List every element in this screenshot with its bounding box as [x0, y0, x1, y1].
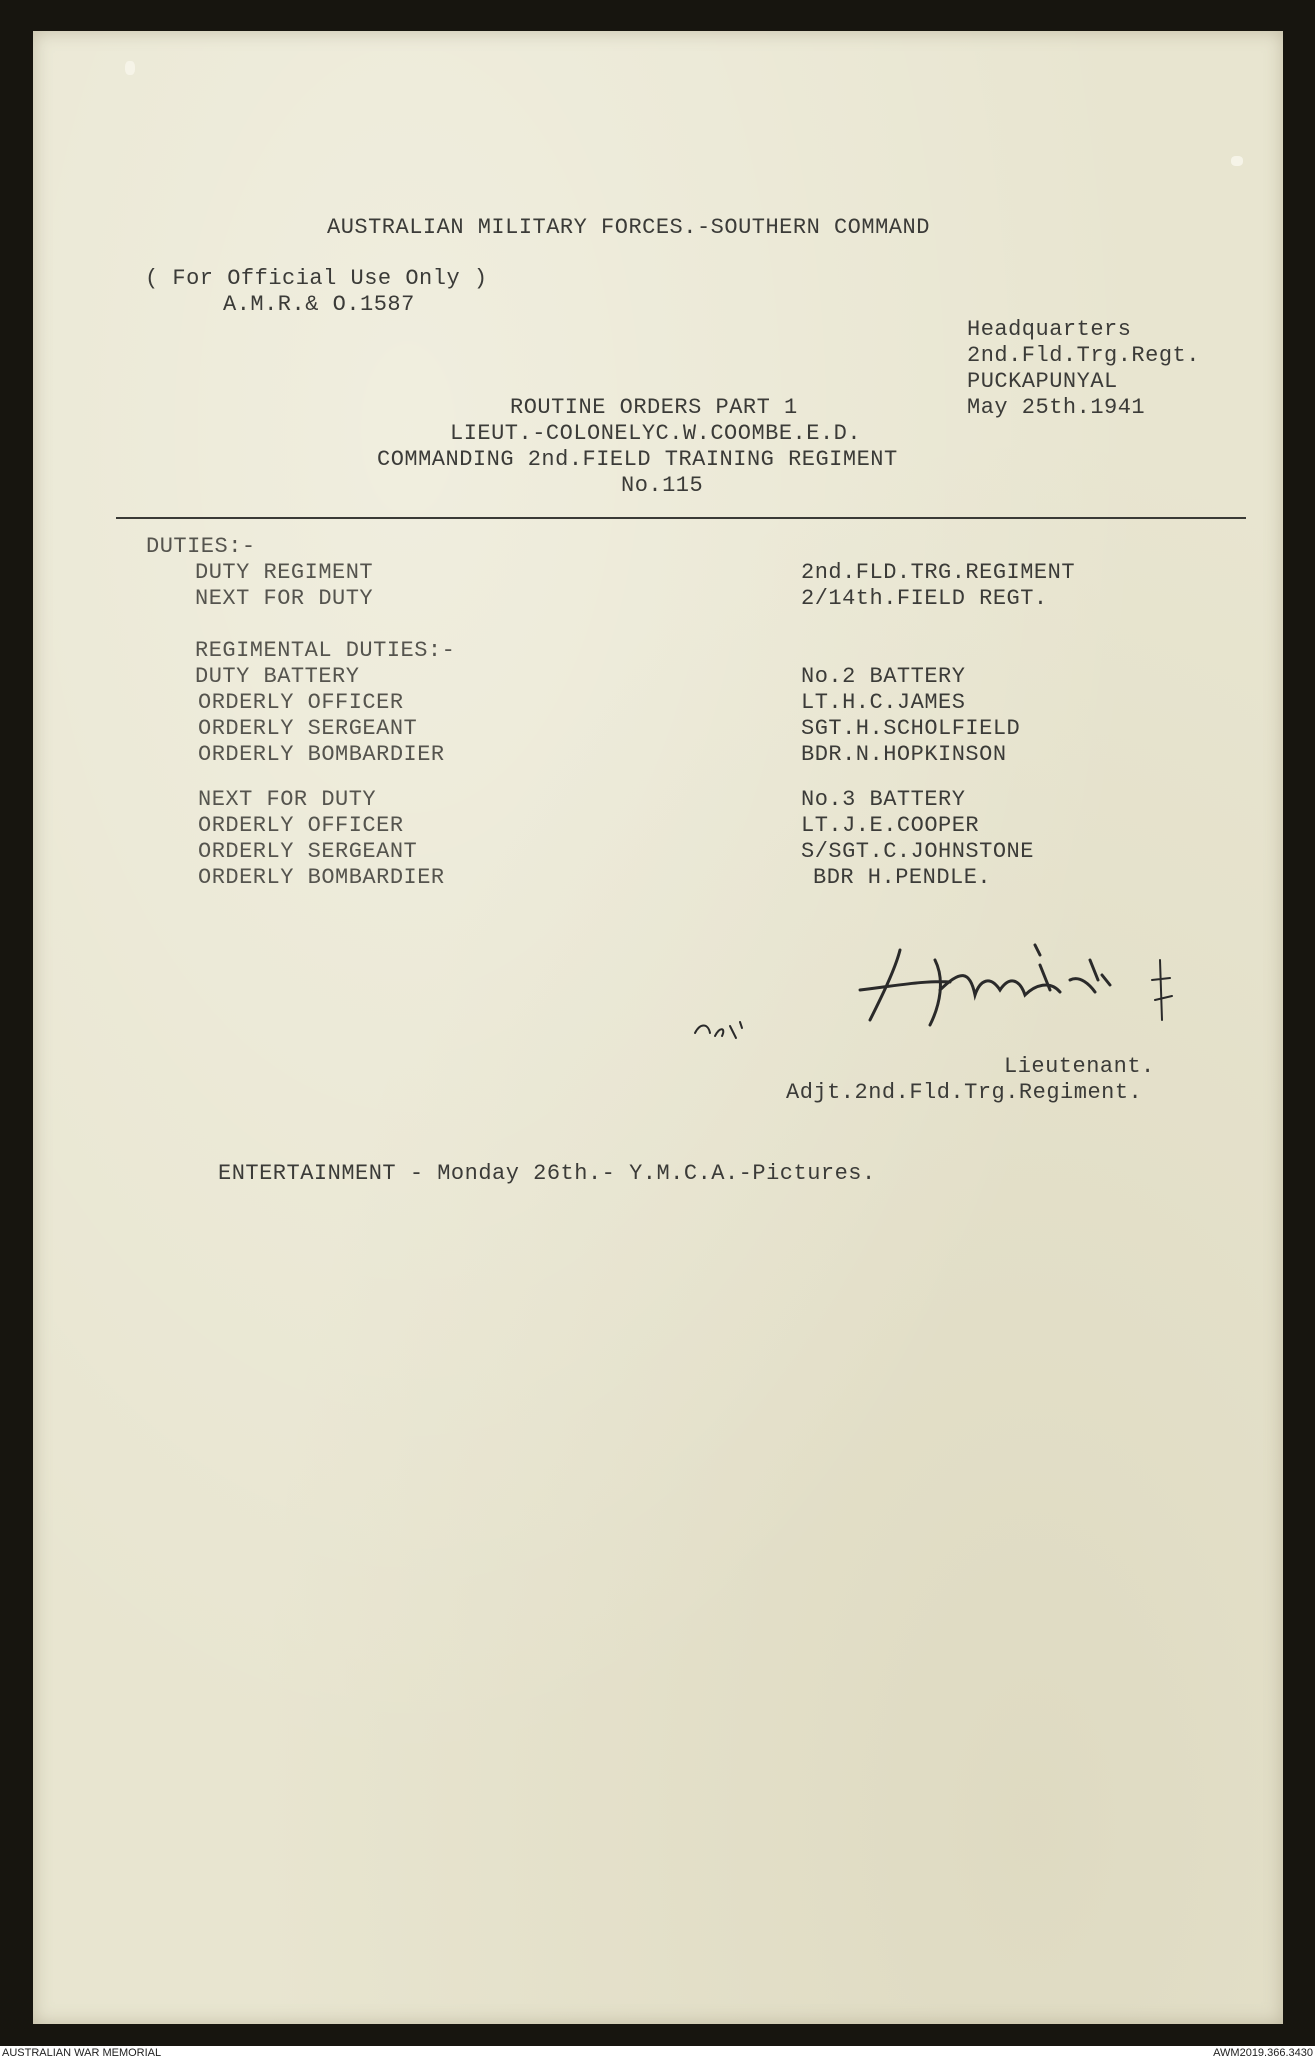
- duty-role: ORDERLY BOMBARDIER: [198, 865, 445, 890]
- header-divider: [116, 517, 1246, 519]
- duty-role: DUTY BATTERY: [195, 664, 360, 689]
- reference-number: A.M.R.& O.1587: [223, 292, 415, 317]
- duty-role: NEXT FOR DUTY: [195, 586, 374, 611]
- signatory-rank: Lieutenant.: [1004, 1054, 1155, 1079]
- duty-assignee: 2nd.FLD.TRG.REGIMENT: [801, 560, 1076, 585]
- archive-footer: [0, 2046, 1315, 2061]
- handwritten-signature: [840, 930, 1200, 1040]
- signatory-title: Adjt.2nd.Fld.Trg.Regiment.: [786, 1080, 1143, 1105]
- handwritten-initials: [690, 1008, 770, 1048]
- duty-role: ORDERLY OFFICER: [198, 813, 404, 838]
- duties-heading: DUTIES:-: [146, 534, 256, 559]
- duty-role: NEXT FOR DUTY: [198, 787, 377, 812]
- duty-assignee: LT.H.C.JAMES: [801, 690, 966, 715]
- duty-role: ORDERLY OFFICER: [198, 690, 404, 715]
- punch-hole-top-left: [125, 61, 135, 75]
- order-commander: LIEUT.-COLONELYC.W.COOMBE.E.D.: [450, 421, 862, 446]
- duty-role: ORDERLY BOMBARDIER: [198, 742, 445, 767]
- duty-assignee: No.3 BATTERY: [801, 787, 966, 812]
- duty-assignee: BDR.N.HOPKINSON: [801, 742, 1007, 767]
- duty-role: ORDERLY SERGEANT: [198, 839, 418, 864]
- hq-line-2: 2nd.Fld.Trg.Regt.: [967, 343, 1200, 368]
- duty-assignee: No.2 BATTERY: [801, 664, 966, 689]
- document-title: AUSTRALIAN MILITARY FORCES.-SOUTHERN COMMAND: [327, 215, 930, 240]
- hq-date: May 25th.1941: [967, 395, 1146, 420]
- order-title: ROUTINE ORDERS PART 1: [510, 395, 798, 420]
- entertainment-notice: ENTERTAINMENT - Monday 26th.- Y.M.C.A.-Pictures.: [218, 1161, 876, 1186]
- duty-assignee: 2/14th.FIELD REGT.: [801, 586, 1048, 611]
- duty-assignee: BDR H.PENDLE.: [813, 865, 992, 890]
- footer-accession-number: AWM2019.366.3430: [1213, 2047, 1313, 2059]
- order-number: No.115: [621, 473, 704, 498]
- duty-role: DUTY REGIMENT: [195, 560, 374, 585]
- duty-assignee: SGT.H.SCHOLFIELD: [801, 716, 1021, 741]
- order-unit: COMMANDING 2nd.FIELD TRAINING REGIMENT: [377, 447, 898, 472]
- punch-hole-top-right: [1231, 156, 1243, 166]
- hq-line-3: PUCKAPUNYAL: [967, 369, 1118, 394]
- regimental-duties-heading: REGIMENTAL DUTIES:-: [195, 638, 456, 663]
- footer-institution: AUSTRALIAN WAR MEMORIAL: [2, 2047, 162, 2059]
- hq-line-1: Headquarters: [967, 317, 1132, 342]
- duty-assignee: LT.J.E.COOPER: [801, 813, 980, 838]
- duty-assignee: S/SGT.C.JOHNSTONE: [801, 839, 1034, 864]
- duty-role: ORDERLY SERGEANT: [198, 716, 418, 741]
- classification-line: ( For Official Use Only ): [145, 266, 488, 291]
